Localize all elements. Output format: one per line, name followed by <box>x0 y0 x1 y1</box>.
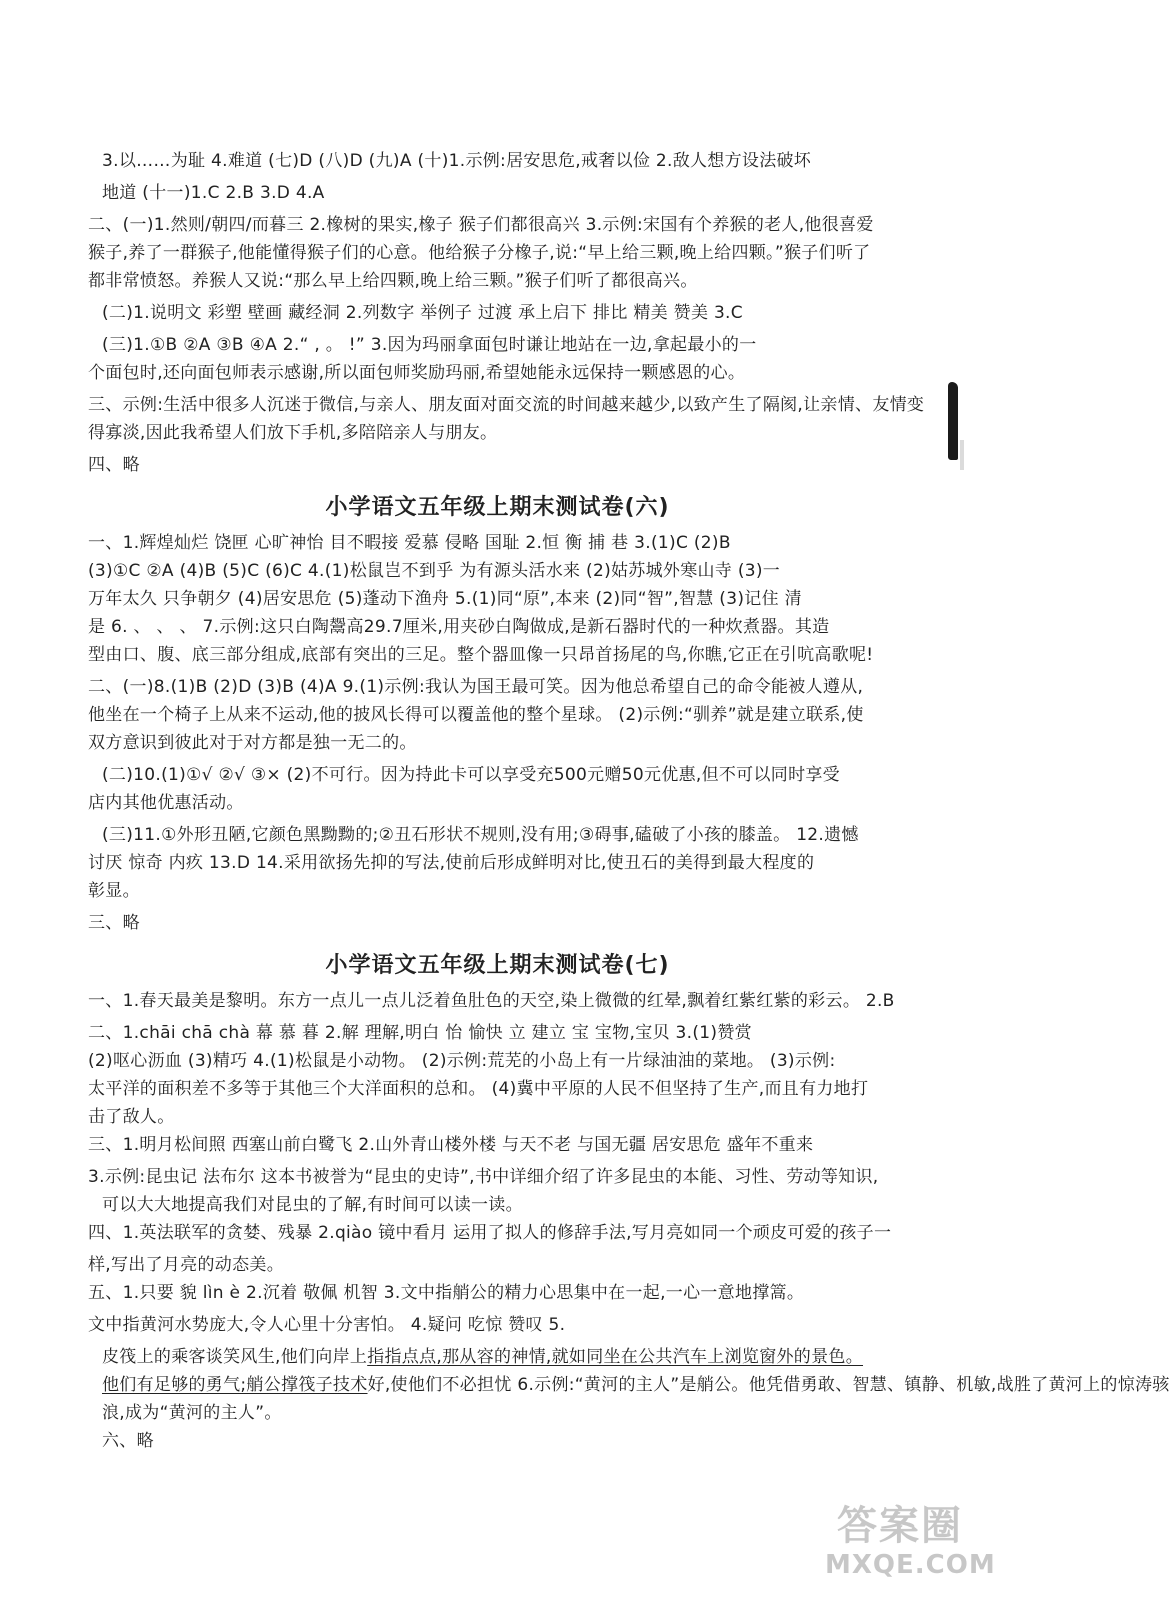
text-line: 万年太久 只争朝夕 (4)居安思危 (5)蓬动下渔舟 5.(1)同“原”,本来 (2)同“智”,智慧 (3)记住 清 <box>88 589 802 609</box>
text-line: 四、略 <box>88 455 140 475</box>
text-line: 讨厌 惊奇 内疚 13.D 14.采用欲扬先抑的写法,使前后形成鲜明对比,使丑石的美得到最大程度的 <box>88 853 815 873</box>
underlined-text: 他们有足够的勇气;艄公撑筏子技术 <box>102 1375 368 1395</box>
text-line: 三、1.明月松间照 西塞山前白鹭飞 2.山外青山楼外楼 与天不老 与国无疆 居安思危 盛年不重来 <box>88 1135 814 1155</box>
section-title: 小学语文五年级上期末测试卷(七) <box>325 953 670 978</box>
text-line: 一、1.春天最美是黎明。东方一点儿一点儿泛着鱼肚色的天空,染上微微的红晕,飘着红紫红紫的彩云。 2.B <box>88 991 895 1011</box>
text-line: 三、略 <box>88 913 140 933</box>
text-line: 是 6. 、 、 、 7.示例:这只白陶鬶高29.7厘米,用夹砂白陶做成,是新石器时代的一种炊煮器。其造 <box>88 617 830 637</box>
text-line: 店内其他优惠活动。 <box>88 793 244 813</box>
watermark-url: MXQE.COM <box>825 1550 996 1580</box>
text-line: 彰显。 <box>88 881 140 901</box>
text-span: 皮筏上的乘客谈笑风生,他们向岸上 <box>102 1347 368 1367</box>
text-line: 太平洋的面积差不多等于其他三个大洋面积的总和。 (4)冀中平原的人民不但坚持了生产,而且有力地打 <box>88 1079 869 1099</box>
text-line: (三)1.①B ②A ③B ④A 2.“ , 。 !” 3.因为玛丽拿面包时谦让地站在一边,拿起最小的一 <box>102 335 757 355</box>
text-line: 个面包时,还向面包师表示感谢,所以面包师奖励玛丽,希望她能永远保持一颗感恩的心。 <box>88 363 746 383</box>
text-line <box>102 1374 1170 1396</box>
text-line: 3.示例:昆虫记 法布尔 这本书被誉为“昆虫的史诗”,书中详细介绍了许多昆虫的本能、习性、劳动等知识, <box>88 1167 879 1187</box>
text-line: 四、1.英法联军的贪婪、残暴 2.qiào 镜中看月 运用了拟人的修辞手法,写月亮如同一个顽皮可爱的孩子一 <box>88 1223 892 1243</box>
text-line: 六、略 <box>102 1431 154 1451</box>
text-line: 型由口、腹、底三部分组成,底部有突出的三足。整个器皿像一只昂首扬尾的鸟,你瞧,它正在引吭高歌呢! <box>88 645 874 665</box>
text-line: (二)10.(1)①√ ②√ ③× (2)不可行。因为持此卡可以享受充500元赠50元优惠,但不可以同时享受 <box>102 765 840 785</box>
text-line: 文中指黄河水势庞大,令人心里十分害怕。 4.疑问 吃惊 赞叹 5. <box>88 1315 566 1335</box>
text-line: 二、1.chāi chā chà 幕 慕 暮 2.解 理解,明白 怡 愉快 立 建立 宝 宝物,宝贝 3.(1)赞赏 <box>88 1023 752 1043</box>
text-line: 样,写出了月亮的动态美。 <box>88 1255 285 1275</box>
text-line: 二、(一)1.然则/朝四/而暮三 2.橡树的果实,橡子 猴子们都很高兴 3.示例:宋国有个养猴的老人,他很喜爱 <box>88 215 874 235</box>
text-line: 双方意识到彼此对于对方都是独一无二的。 <box>88 733 417 753</box>
text-line: 都非常愤怒。养猴人又说:“那么早上给四颗,晚上给三颗。”猴子们听了都很高兴。 <box>88 271 698 291</box>
text-line <box>102 1346 863 1368</box>
text-line: 五、1.只要 貌 lìn è 2.沉着 敬佩 机智 3.文中指艄公的精力心思集中在一起,一心一意地撑篙。 <box>88 1283 805 1303</box>
text-line: 猴子,养了一群猴子,他能懂得猴子们的心意。他给猴子分橡子,说:“早上给三颗,晚上给四颗。”猴子们听了 <box>88 243 871 263</box>
text-line: 击了敌人。 <box>88 1107 175 1127</box>
text-line: (3)①C ②A (4)B (5)C (6)C 4.(1)松鼠岂不到乎 为有源头活水来 (2)姑苏城外寒山寺 (3)一 <box>88 561 781 581</box>
text-line: 他坐在一个椅子上从来不运动,他的披风长得可以覆盖他的整个星球。 (2)示例:“驯养”就是建立联系,使 <box>88 705 864 725</box>
underlined-text: 指指点点,那从容的神情,就如同坐在公共汽车上浏览窗外的景色。 <box>367 1347 864 1367</box>
text-line: 一、1.辉煌灿烂 饶匣 心旷神怡 目不暇接 爱慕 侵略 国耻 2.恒 衡 捕 巷 3.(1)C (2)B <box>88 533 731 553</box>
text-line: 可以大大地提高我们对昆虫的了解,有时间可以读一读。 <box>102 1195 523 1215</box>
text-line: 得寡淡,因此我希望人们放下手机,多陪陪亲人与朋友。 <box>88 423 498 443</box>
text-span: 好,使他们不必担忧 6.示例:“黄河的主人”是艄公。他凭借勇敢、智慧、镇静、机敏,战胜了黄河上的惊涛骇 <box>367 1375 1170 1395</box>
watermark-text: 答案圈 <box>837 1503 963 1549</box>
text-line: 二、(一)8.(1)B (2)D (3)B (4)A 9.(1)示例:我认为国王最可笑。因为他总希望自己的命令能被人遵从, <box>88 677 864 697</box>
text-line: (三)11.①外形丑陋,它颜色黑黝黝的;②丑石形状不规则,没有用;③碍事,磕破了小孩的膝盖。 12.遗憾 <box>102 825 859 845</box>
text-line: 三、示例:生活中很多人沉迷于微信,与亲人、朋友面对面交流的时间越来越少,以致产生了隔阂,让亲情、友情变 <box>88 395 925 415</box>
watermark-logo <box>825 1502 996 1592</box>
text-line: 地道 (十一)1.C 2.B 3.D 4.A <box>102 183 325 203</box>
text-line: 浪,成为“黄河的主人”。 <box>102 1403 282 1423</box>
section-title: 小学语文五年级上期末测试卷(六) <box>325 495 670 520</box>
text-line: (2)呕心沥血 (3)精巧 4.(1)松鼠是小动物。 (2)示例:荒芜的小岛上有一片绿油油的菜地。 (3)示例: <box>88 1051 836 1071</box>
margin-ink-mark <box>948 382 958 460</box>
text-line: 3.以……为耻 4.难道 (七)D (八)D (九)A (十)1.示例:居安思危,戒奢以俭 2.敌人想方设法破坏 <box>102 151 812 171</box>
margin-speck <box>960 440 964 470</box>
text-line: (二)1.说明文 彩塑 壁画 藏经洞 2.列数字 举例子 过渡 承上启下 排比 精美 赞美 3.C <box>102 303 743 323</box>
